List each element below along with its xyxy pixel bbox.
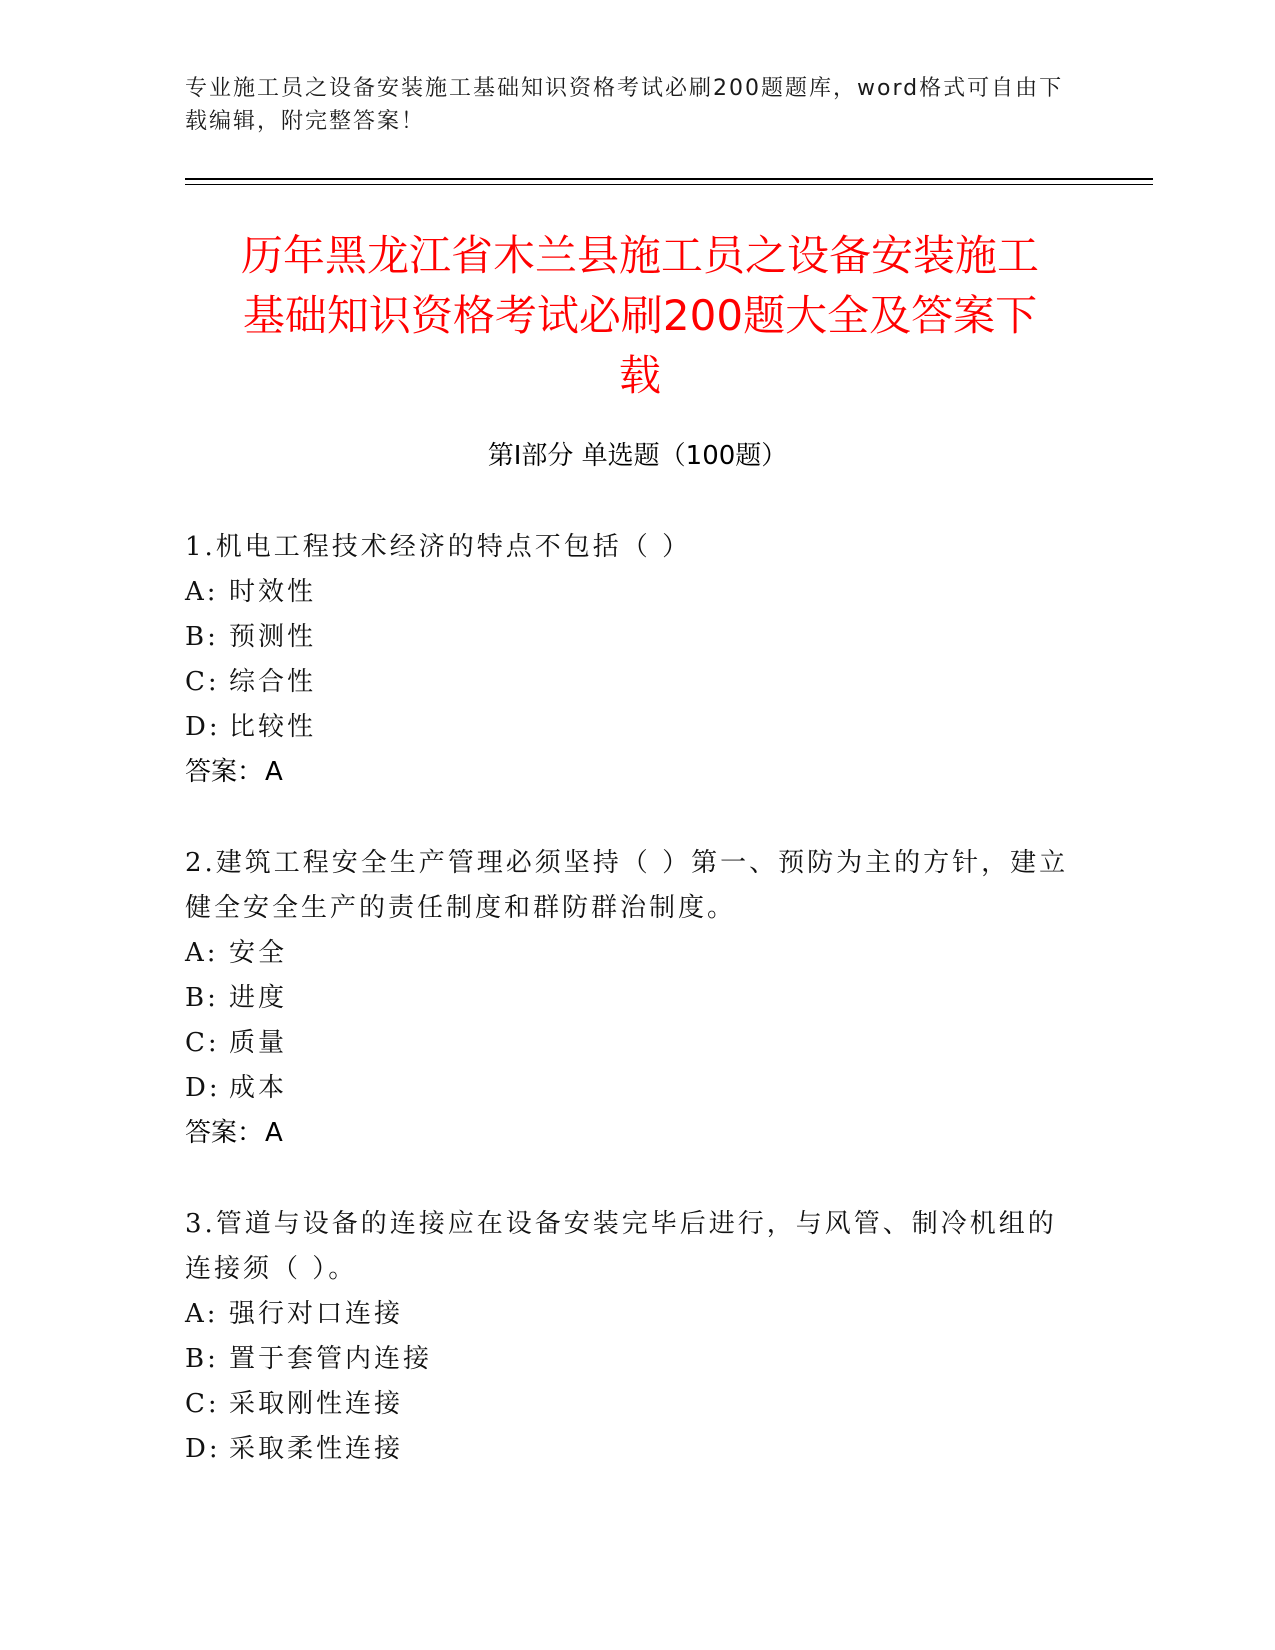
answer-label: 答案： bbox=[185, 1118, 264, 1148]
option-c bbox=[185, 660, 1085, 705]
question-3 bbox=[185, 1202, 1085, 1472]
header-rule-thin bbox=[185, 184, 1153, 185]
option-a bbox=[185, 570, 1085, 615]
option-text: 综合性 bbox=[229, 667, 317, 697]
option-key: B: bbox=[185, 622, 219, 652]
option-text: 比较性 bbox=[229, 712, 317, 742]
answer-line bbox=[185, 750, 1085, 795]
title-line-1: 历年黑龙江省木兰县施工员之设备安装施工 bbox=[240, 231, 1039, 280]
option-c bbox=[185, 1382, 1085, 1427]
option-a bbox=[185, 1292, 1085, 1337]
option-key: C: bbox=[185, 1389, 220, 1419]
option-d bbox=[185, 1427, 1085, 1472]
title-line-3: 载 bbox=[618, 351, 661, 400]
option-text: 成本 bbox=[229, 1073, 288, 1103]
option-b bbox=[185, 1337, 1085, 1382]
option-b bbox=[185, 615, 1085, 660]
question-list bbox=[185, 525, 1085, 1518]
option-d bbox=[185, 705, 1085, 750]
option-text: 质量 bbox=[229, 1028, 288, 1058]
option-d bbox=[185, 1066, 1085, 1111]
option-key: D: bbox=[185, 1073, 221, 1103]
question-2 bbox=[185, 841, 1085, 1156]
question-stem: 2.建筑工程安全生产管理必须坚持（ ）第一、预防为主的方针，建立健全安全生产的责任制度和群防群治制度。 bbox=[185, 848, 1069, 923]
question-stem: 1.机电工程技术经济的特点不包括（ ） bbox=[185, 532, 692, 562]
answer-label: 答案： bbox=[185, 757, 264, 787]
option-text: 时效性 bbox=[229, 577, 317, 607]
section-title: 第Ⅰ部分 单选题（100题） bbox=[487, 441, 788, 471]
option-c bbox=[185, 1021, 1085, 1066]
question-1 bbox=[185, 525, 1085, 795]
option-key: A: bbox=[185, 577, 219, 607]
option-text: 进度 bbox=[229, 983, 288, 1013]
option-text: 强行对口连接 bbox=[229, 1299, 404, 1329]
option-key: A: bbox=[185, 1299, 219, 1329]
option-a bbox=[185, 931, 1085, 976]
option-text: 安全 bbox=[229, 938, 288, 968]
option-b bbox=[185, 976, 1085, 1021]
option-key: B: bbox=[185, 983, 219, 1013]
option-key: C: bbox=[185, 1028, 220, 1058]
answer-value: A bbox=[265, 1118, 283, 1148]
option-key: A: bbox=[185, 938, 219, 968]
header-note: 专业施工员之设备安装施工基础知识资格考试必刷200题题库，word格式可自由下载编辑，附完整答案！ bbox=[185, 76, 1064, 134]
answer-value: A bbox=[265, 757, 283, 787]
document-title bbox=[175, 226, 1105, 406]
option-text: 采取刚性连接 bbox=[229, 1389, 404, 1419]
title-line-2: 基础知识资格考试必刷200题大全及答案下 bbox=[242, 291, 1038, 340]
option-key: C: bbox=[185, 667, 220, 697]
option-key: D: bbox=[185, 712, 221, 742]
question-stem: 3.管道与设备的连接应在设备安装完毕后进行，与风管、制冷机组的连接须（ ）。 bbox=[185, 1209, 1057, 1284]
option-key: B: bbox=[185, 1344, 219, 1374]
option-text: 置于套管内连接 bbox=[229, 1344, 433, 1374]
option-text: 预测性 bbox=[229, 622, 317, 652]
header-rule-thick bbox=[185, 178, 1153, 180]
option-key: D: bbox=[185, 1434, 221, 1464]
option-text: 采取柔性连接 bbox=[229, 1434, 404, 1464]
answer-line bbox=[185, 1111, 1085, 1156]
